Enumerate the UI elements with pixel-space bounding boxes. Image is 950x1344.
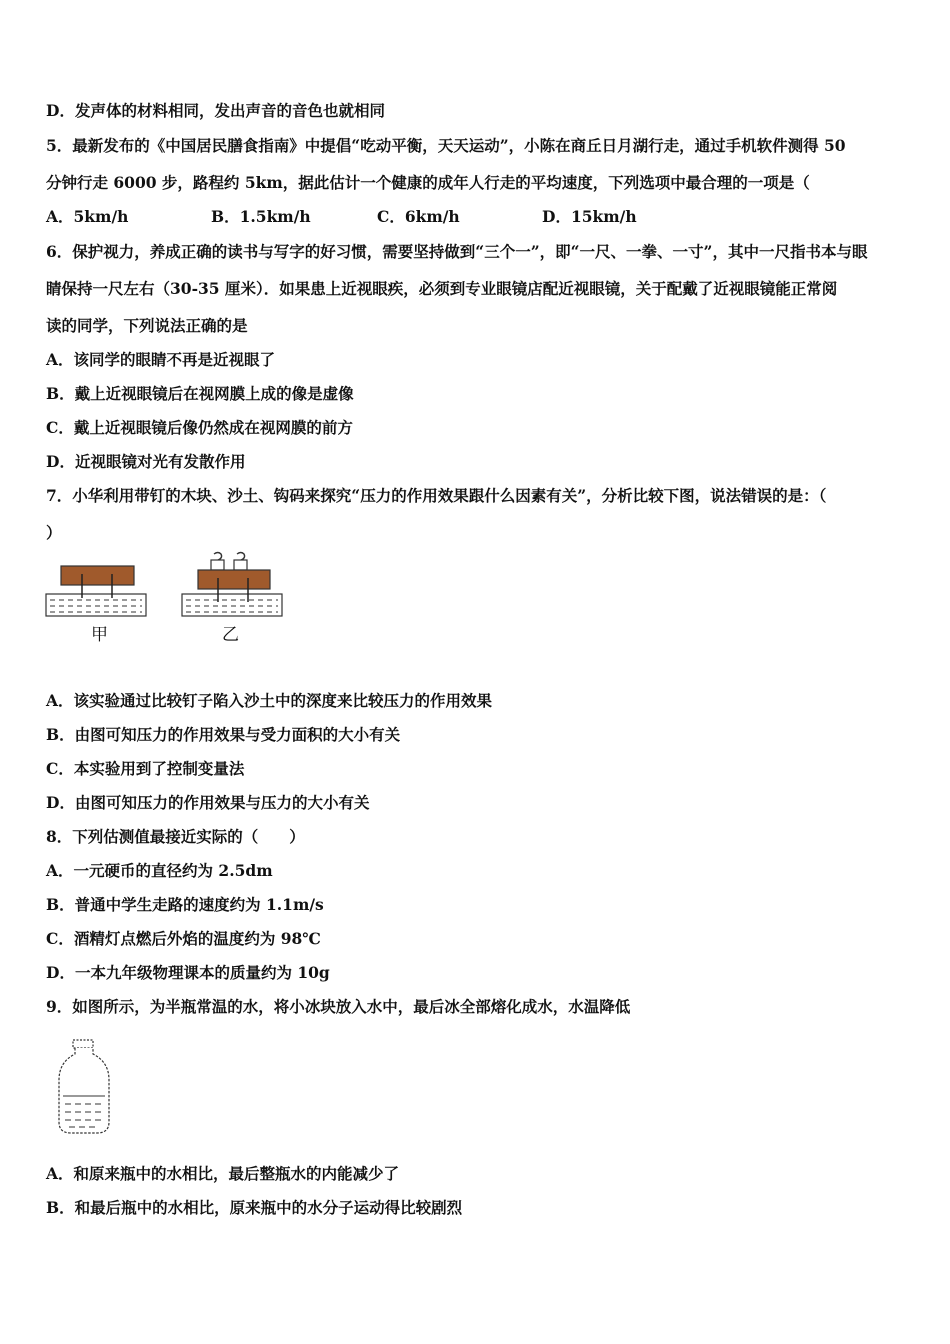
q5-option-a: A．5km/h [46, 207, 129, 226]
q6-option-a: A．该同学的眼睛不再是近视眼了 [46, 350, 276, 369]
q6-stem-line3: 读的同学，下列说法正确的是 [46, 316, 248, 335]
wood-block [198, 570, 270, 589]
q8-stem: 8．下列估测值最接近实际的（ ） [46, 827, 305, 846]
wood-block [61, 566, 134, 585]
hook-weights [211, 553, 247, 571]
q8-option-a: A．一元硬币的直径约为 2.5dm [46, 861, 273, 880]
q6-option-d: D．近视眼镜对光有发散作用 [46, 452, 246, 471]
q8-option-b: B．普通中学生走路的速度约为 1.1m/s [46, 895, 324, 914]
q7-option-a: A．该实验通过比较钉子陷入沙土中的深度来比较压力的作用效果 [46, 691, 493, 710]
q5-option-d: D．15km/h [542, 207, 637, 226]
q6-option-b: B．戴上近视眼镜后在视网膜上成的像是虚像 [46, 384, 354, 403]
q6-stem-line2: 睛保持一尺左右（30-35 厘米）．如果患上近视眼疾，必须到专业眼镜店配近视眼镜，关于配戴了近视眼镜能正常阅 [46, 279, 838, 298]
q7-figure-yi [180, 550, 284, 622]
q9-bottle-figure [55, 1038, 113, 1136]
q9-stem: 9．如图所示，为半瓶常温的水，将小冰块放入水中，最后冰全部熔化成水，水温降低 [46, 997, 631, 1016]
q9-option-b: B．和最后瓶中的水相比，原来瓶中的水分子运动得比较剧烈 [46, 1198, 463, 1217]
q8-option-c: C．酒精灯点燃后外焰的温度约为 98℃ [46, 929, 321, 948]
q7-stem-line2: ） [46, 523, 62, 542]
q8-option-d: D．一本九年级物理课本的质量约为 10g [46, 963, 330, 982]
bottle-cap [73, 1040, 93, 1048]
q7-figure-jia [44, 560, 148, 622]
q9-option-a: A．和原来瓶中的水相比，最后整瓶水的内能减少了 [46, 1164, 400, 1183]
q5-options [46, 206, 906, 228]
q5-option-b: B．1.5km/h [211, 207, 311, 226]
q7-figure-label-yi: 乙 [222, 625, 239, 645]
q7-figure-label-jia: 甲 [91, 625, 108, 645]
sand-box [46, 594, 146, 616]
q7-stem-line1: 7．小华利用带钉的木块、沙土、钩码来探究“压力的作用效果跟什么因素有关”，分析比较下图，说法错误的是：（ [46, 486, 827, 505]
sand-box [182, 594, 282, 616]
q7-option-b: B．由图可知压力的作用效果与受力面积的大小有关 [46, 725, 401, 744]
q7-option-d: D．由图可知压力的作用效果与压力的大小有关 [46, 793, 370, 812]
q5-stem-line1: 5．最新发布的《中国居民膳食指南》中提倡“吃动平衡，天天运动”，小陈在商丘日月湖行走，通过手机软件测得 50 [46, 136, 846, 155]
q6-stem-line1: 6．保护视力，养成正确的读书与写字的好习惯，需要坚持做到“三个一”，即“一尺、一拳、一寸”，其中一尺指书本与眼 [46, 242, 868, 261]
q5-option-c: C．6km/h [377, 207, 460, 226]
q7-option-c: C．本实验用到了控制变量法 [46, 759, 245, 778]
q6-option-c: C．戴上近视眼镜后像仍然成在视网膜的前方 [46, 418, 353, 437]
q5-stem-line2: 分钟行走 6000 步，路程约 5km，据此估计一个健康的成年人行走的平均速度，下列选项中最合理的一项是（ [46, 173, 810, 192]
q4-option-d: D．发声体的材料相同，发出声音的音色也就相同 [46, 101, 385, 120]
